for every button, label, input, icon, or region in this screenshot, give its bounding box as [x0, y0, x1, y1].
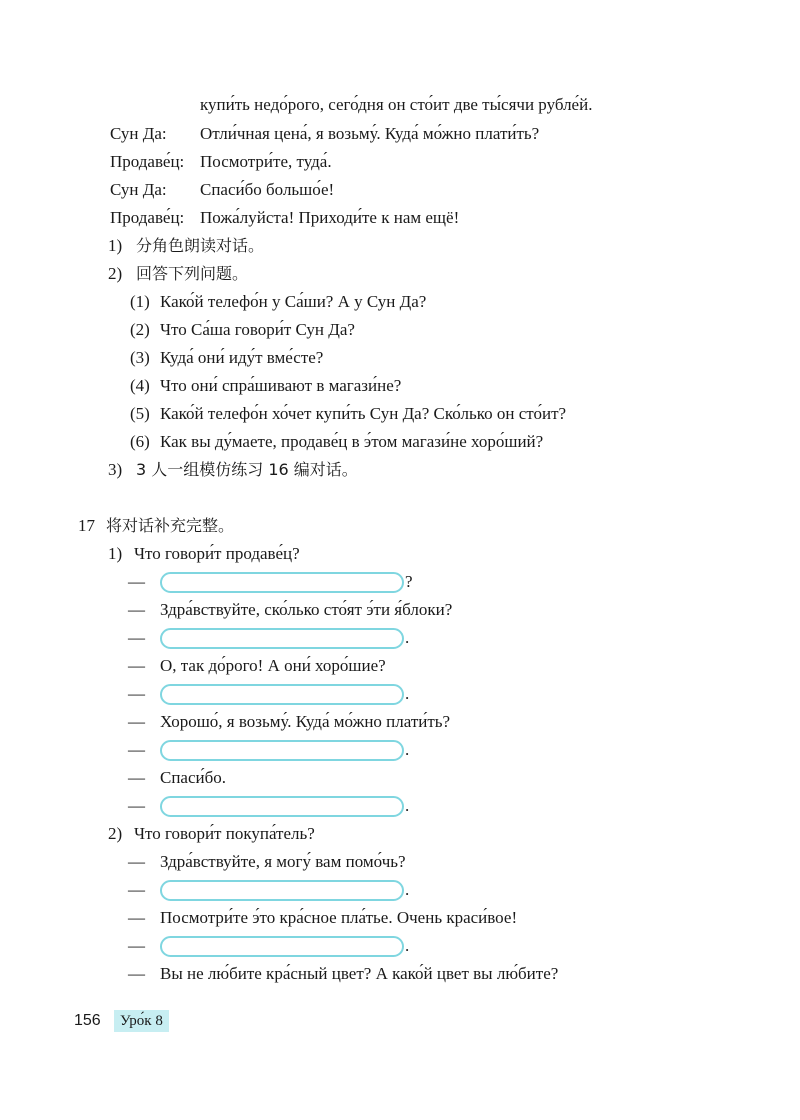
task-number: 1) [108, 236, 123, 255]
dialogue-line: Здра́вствуйте, я могу́ вам помо́чь? [160, 852, 406, 871]
dialogue-speaker: Продаве́ц: [110, 152, 185, 171]
dialogue-line: Хорошо́, я возьму́. Куда́ мо́жно плати́ть? [160, 712, 451, 731]
answer-blank[interactable] [160, 684, 404, 705]
task-text: 回答下列问题。 [136, 264, 249, 283]
blank-punctuation: . [405, 796, 410, 815]
dash: — [128, 600, 145, 619]
task-number: 2) [108, 264, 123, 283]
dash: — [128, 936, 145, 955]
dialogue-speaker: Сун Да: [110, 180, 167, 199]
dialogue-line: Вы не лю́бите кра́сный цвет? А како́й цвет вы лю́бите? [160, 964, 559, 983]
blank-punctuation: . [405, 740, 410, 759]
dialogue-line: Посмотри́те э́то кра́сное пла́тье. Очень краси́вое! [160, 908, 518, 927]
dialogue-speaker: Сун Да: [110, 124, 167, 143]
dialogue-line: Посмотри́те, туда́. [200, 152, 332, 171]
blank-punctuation: . [405, 628, 410, 647]
task-number: 3) [108, 460, 123, 479]
blank-punctuation: . [405, 880, 410, 899]
dialogue-line: О, так до́рого! А они́ хоро́шие? [160, 656, 386, 675]
dash: — [128, 852, 145, 871]
question-text: Како́й телефо́н у Са́ши? А у Сун Да? [160, 292, 427, 311]
dialogue-line: Отли́чная цена́, я возьму́. Куда́ мо́жно плати́ть? [200, 124, 540, 143]
question-text: Куда́ они́ иду́т вме́сте? [160, 348, 324, 367]
page-number: 156 [74, 1012, 101, 1029]
dash: — [128, 908, 145, 927]
question-number: (6) [130, 432, 150, 451]
answer-blank[interactable] [160, 936, 404, 957]
question-number: (4) [130, 376, 150, 395]
question-number: (2) [130, 320, 150, 339]
dialogue-line: Здра́вствуйте, ско́лько сто́ят э́ти я́блоки? [160, 600, 453, 619]
dash: — [128, 796, 145, 815]
blank-punctuation: . [405, 684, 410, 703]
question-text: Что Са́ша говори́т Сун Да? [160, 320, 355, 339]
dash: — [128, 628, 145, 647]
exercise-instruction: 将对话补充完整。 [106, 516, 235, 535]
part-title: Что говори́т продаве́ц? [134, 544, 300, 563]
part-number: 2) [108, 824, 123, 843]
question-number: (5) [130, 404, 150, 423]
answer-blank[interactable] [160, 572, 404, 593]
exercise-number: 17 [78, 516, 95, 535]
answer-blank[interactable] [160, 880, 404, 901]
dash: — [128, 964, 145, 983]
dialogue-speaker: Продаве́ц: [110, 208, 185, 227]
blank-punctuation: . [405, 936, 410, 955]
dash: — [128, 880, 145, 899]
dialogue-line: Пожа́луйста! Приходи́те к нам ещё! [200, 208, 460, 227]
dash: — [128, 712, 145, 731]
answer-blank[interactable] [160, 740, 404, 761]
question-text: Как вы ду́маете, продаве́ц в э́том магази́не хоро́ший? [160, 432, 544, 451]
task-text: 分角色朗读对话。 [136, 236, 265, 255]
answer-blank[interactable] [160, 628, 404, 649]
dash: — [128, 740, 145, 759]
question-number: (3) [130, 348, 150, 367]
dialogue-continuation: купи́ть недо́рого, сего́дня он сто́ит две ты́сячи рубле́й. [200, 95, 593, 114]
answer-blank[interactable] [160, 796, 404, 817]
dash: — [128, 656, 145, 675]
dash: — [128, 684, 145, 703]
blank-punctuation: ? [405, 572, 413, 591]
task-text: 3 人一组模仿练习 16 编对话。 [136, 460, 358, 479]
question-text: Како́й телефо́н хо́чет купи́ть Сун Да? Ско́лько он сто́ит? [160, 404, 567, 423]
lesson-badge: Уро́к 8 [114, 1010, 169, 1032]
question-number: (1) [130, 292, 150, 311]
dash: — [128, 572, 145, 591]
dialogue-line: Спаси́бо. [160, 768, 227, 787]
part-title: Что говори́т покупа́тель? [134, 824, 315, 843]
dialogue-line: Спаси́бо большо́е! [200, 180, 335, 199]
dash: — [128, 768, 145, 787]
part-number: 1) [108, 544, 123, 563]
question-text: Что они́ спра́шивают в магази́не? [160, 376, 402, 395]
